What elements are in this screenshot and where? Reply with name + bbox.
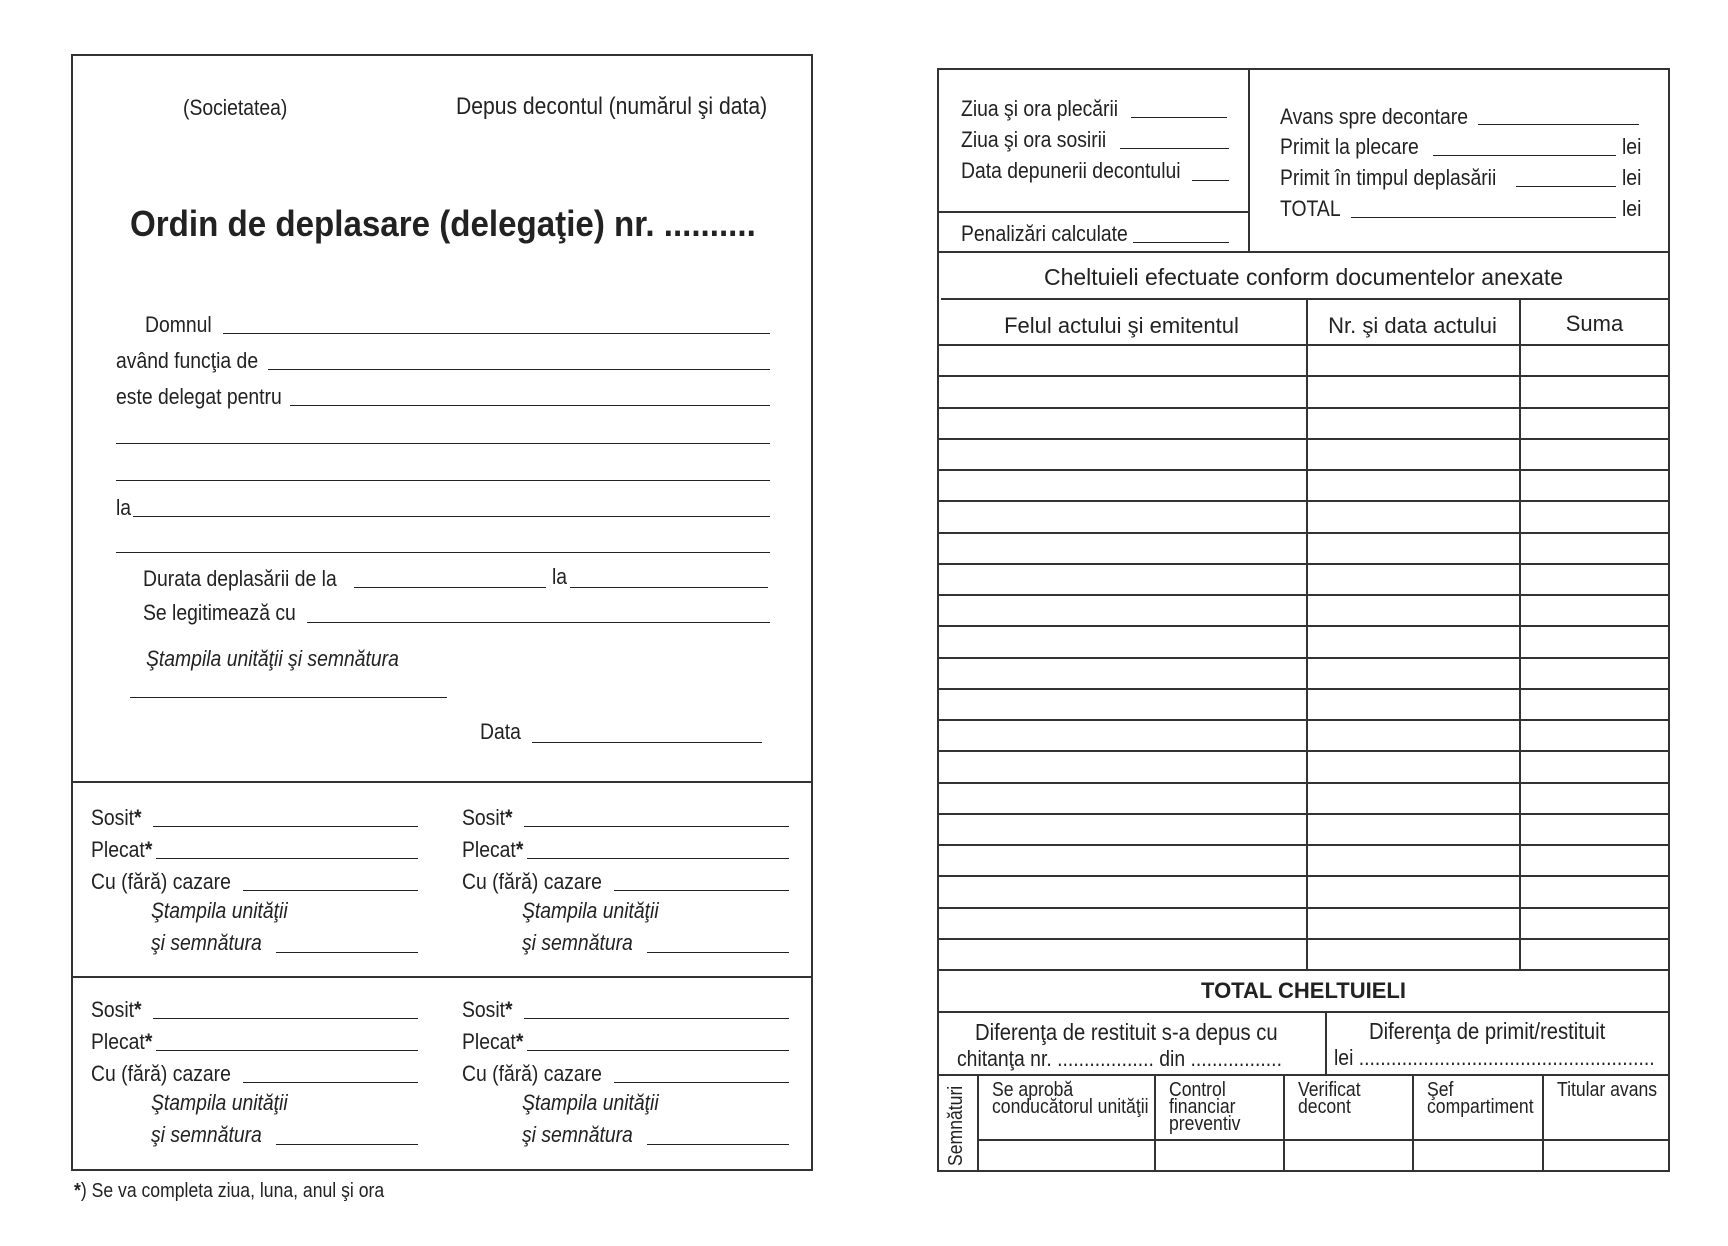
stamp-signature-label: şi semnătura — [522, 930, 633, 955]
section-divider — [937, 251, 1670, 253]
stamp-unit-label: Ştampila unităţii — [522, 1090, 659, 1115]
stamp-arrived-text: Sosit — [462, 805, 506, 830]
to-label: la — [116, 495, 132, 520]
required-star: * — [134, 805, 142, 830]
table-row[interactable] — [937, 688, 1670, 690]
difference-refund-line2: chitanţa nr. .................. din ................. — [957, 1046, 1282, 1071]
stamp-signature-field[interactable] — [276, 1144, 418, 1145]
table-row[interactable] — [937, 782, 1670, 784]
table-row[interactable] — [937, 407, 1670, 409]
duration-label: Durata deplasării de la — [143, 566, 337, 591]
stamp-arrived-text: Sosit — [462, 997, 506, 1022]
stamp-signature-label: şi semnătura — [522, 1122, 633, 1147]
stamp-left-field[interactable] — [527, 1050, 789, 1051]
required-star: * — [515, 1029, 524, 1054]
duration-to-field[interactable] — [570, 587, 768, 588]
arrival-label: Ziua şi ora sosirii — [961, 127, 1107, 152]
received-during-label: Primit în timpul deplasării — [1280, 165, 1497, 190]
received-departure-label: Primit la plecare — [1280, 134, 1419, 159]
difference-col-divider — [1325, 1011, 1327, 1074]
stamp-left-text: Plecat — [91, 837, 145, 862]
currency-label: lei — [1622, 165, 1642, 190]
table-row[interactable] — [937, 813, 1670, 815]
table-row[interactable] — [937, 719, 1670, 721]
stamp-left-text: Plecat — [91, 1029, 145, 1054]
date-label: Data — [480, 719, 521, 744]
delegated-for-label: este delegat pentru — [116, 384, 282, 409]
signature-col-label: Control financiar preventiv — [1169, 1079, 1241, 1135]
table-row[interactable] — [937, 532, 1670, 534]
position-field[interactable] — [268, 369, 770, 370]
stamp-accommodation-text: Cu (fără) cazare — [462, 1061, 602, 1086]
delegated-for-field-line[interactable] — [116, 443, 770, 444]
penalties-label: Penalizări calculate — [961, 221, 1128, 246]
table-row[interactable] — [937, 438, 1670, 440]
required-star: * — [515, 837, 524, 862]
signature-field[interactable] — [1542, 1140, 1670, 1170]
table-row[interactable] — [937, 594, 1670, 596]
penalties-field[interactable] — [1133, 242, 1229, 243]
page-title: Ordin de deplasare (delegaţie) nr. .......... — [130, 203, 756, 244]
difference-receive-label: Diferenţa de primit/restituit — [1369, 1018, 1606, 1044]
stamp-arrived-field[interactable] — [153, 826, 418, 827]
unit-stamp-label: Ştampila unităţii şi semnătura — [146, 646, 399, 671]
stamp-arrived-text: Sosit — [91, 805, 135, 830]
mr-label: Domnul — [145, 312, 212, 337]
stamp-arrived-field[interactable] — [524, 826, 789, 827]
submission-date-label: Data depunerii decontului — [961, 158, 1181, 183]
total-expenses-label: TOTAL CHELTUIELI — [1201, 978, 1406, 1003]
signature-field[interactable] — [1412, 1140, 1542, 1170]
footnote-star: * — [74, 1180, 81, 1202]
position-label: având funcţia de — [116, 348, 259, 373]
stamp-accommodation-field[interactable] — [243, 890, 418, 891]
table-row[interactable] — [937, 625, 1670, 627]
table-row[interactable] — [937, 844, 1670, 846]
currency-label: lei — [1622, 134, 1642, 159]
stamp-signature-field[interactable] — [647, 1144, 789, 1145]
table-row[interactable] — [937, 500, 1670, 502]
signature-field[interactable] — [1283, 1140, 1412, 1170]
difference-lei-line: lei ....................................................... — [1334, 1045, 1655, 1070]
arrival-field[interactable] — [1120, 148, 1229, 149]
stamp-arrived-label — [91, 999, 142, 1021]
stamp-accommodation-label — [91, 1063, 231, 1085]
required-star: * — [144, 837, 153, 862]
departure-field[interactable] — [1131, 117, 1227, 118]
stamp-left-field[interactable] — [156, 858, 418, 859]
table-row[interactable] — [937, 344, 1670, 346]
stamp-accommodation-field[interactable] — [243, 1082, 418, 1083]
signatures-fields-divider — [977, 1139, 1670, 1141]
table-col-divider — [1519, 298, 1521, 969]
column-header: Nr. şi data actului — [1328, 313, 1497, 338]
signature-col-label: Titular avans — [1557, 1079, 1658, 1101]
stamp-left-label — [462, 1031, 523, 1053]
submission-date-field[interactable] — [1192, 180, 1229, 181]
stamp-unit-label: Ştampila unităţii — [522, 898, 659, 923]
signature-col-label: Şef compartiment — [1427, 1079, 1534, 1118]
stamp-accommodation-text: Cu (fără) cazare — [91, 869, 231, 894]
top-section-divider — [1248, 68, 1250, 251]
stamp-signature-field[interactable] — [647, 952, 789, 953]
identified-field[interactable] — [307, 622, 770, 623]
stamp-arrived-label — [91, 807, 142, 829]
stamp-accommodation-label — [462, 1063, 602, 1085]
table-row[interactable] — [937, 938, 1670, 940]
stamp-left-label — [91, 1031, 152, 1053]
difference-divider — [937, 1011, 1670, 1013]
table-row[interactable] — [937, 875, 1670, 877]
table-row[interactable] — [937, 469, 1670, 471]
duration-from-field[interactable] — [354, 587, 546, 588]
delegated-for-field[interactable] — [290, 405, 770, 406]
signature-col-label: Se aprobă conducătorul unităţii — [992, 1079, 1149, 1118]
stamp-arrived-field[interactable] — [153, 1018, 418, 1019]
total-field[interactable] — [1351, 217, 1616, 218]
advance-field[interactable] — [1478, 124, 1639, 125]
footnote — [74, 1181, 384, 1201]
column-header: Suma — [1565, 311, 1624, 336]
table-row[interactable] — [937, 563, 1670, 565]
stamp-arrived-label — [462, 999, 513, 1021]
stamp-left-label — [91, 839, 152, 861]
duration-to-label: la — [552, 564, 568, 589]
column-header: Felul actului şi emitentul — [1004, 313, 1239, 338]
company-label: (Societatea) — [183, 95, 288, 120]
table-row[interactable] — [937, 657, 1670, 659]
date-field[interactable] — [532, 742, 762, 743]
form-divider — [71, 781, 813, 783]
received-during-field[interactable] — [1516, 186, 1616, 187]
departure-label: Ziua şi ora plecării — [961, 96, 1119, 121]
advance-label: Avans spre decontare — [1280, 104, 1468, 129]
table-bottom — [937, 969, 1670, 971]
stamp-signature-field[interactable] — [130, 697, 447, 698]
stamp-left-label — [462, 839, 523, 861]
stamp-unit-label: Ştampila unităţii — [151, 898, 288, 923]
destination-field-line[interactable] — [116, 552, 770, 553]
table-row[interactable] — [937, 907, 1670, 909]
required-star: * — [505, 805, 513, 830]
required-star: * — [144, 1029, 153, 1054]
stamp-unit-label: Ştampila unităţii — [151, 1090, 288, 1115]
form-divider — [71, 976, 813, 978]
stamp-signature-label: şi semnătura — [151, 930, 262, 955]
required-star: * — [505, 997, 513, 1022]
stamp-signature-label: şi semnătura — [151, 1122, 262, 1147]
signature-field[interactable] — [977, 1140, 1154, 1170]
identified-label: Se legitimează cu — [143, 600, 296, 625]
expenses-title: Cheltuieli efectuate conform documentelor anexate — [1043, 264, 1564, 290]
stamp-arrived-text: Sosit — [91, 997, 135, 1022]
report-submitted-label: Depus decontul (numărul şi data) — [456, 93, 768, 120]
stamp-accommodation-label — [91, 871, 231, 893]
received-departure-field[interactable] — [1433, 155, 1616, 156]
destination-field[interactable] — [133, 516, 770, 517]
stamp-accommodation-text: Cu (fără) cazare — [462, 869, 602, 894]
penalties-divider — [937, 211, 1248, 213]
stamp-accommodation-field[interactable] — [614, 890, 789, 891]
footnote-text: ) Se va completa ziua, luna, anul şi ora — [80, 1180, 385, 1202]
stamp-left-text: Plecat — [462, 837, 516, 862]
signature-col-label: Verificat decont — [1298, 1079, 1361, 1118]
signatures-label: Semnături — [945, 1085, 967, 1166]
stamp-left-field[interactable] — [156, 1050, 418, 1051]
table-row[interactable] — [937, 375, 1670, 377]
table-col-divider — [1306, 298, 1308, 969]
difference-refund-line1: Diferenţa de restituit s-a depus cu — [975, 1019, 1278, 1045]
stamp-left-field[interactable] — [527, 858, 789, 859]
delegated-for-field-line[interactable] — [116, 480, 770, 481]
stamp-accommodation-field[interactable] — [614, 1082, 789, 1083]
table-row[interactable] — [937, 750, 1670, 752]
mr-field[interactable] — [223, 333, 770, 334]
stamp-accommodation-text: Cu (fără) cazare — [91, 1061, 231, 1086]
total-label: TOTAL — [1280, 196, 1341, 221]
signature-field[interactable] — [1154, 1140, 1283, 1170]
stamp-accommodation-label — [462, 871, 602, 893]
stamp-arrived-field[interactable] — [524, 1018, 789, 1019]
required-star: * — [134, 997, 142, 1022]
signatures-divider — [937, 1074, 1670, 1076]
stamp-signature-field[interactable] — [276, 952, 418, 953]
currency-label: lei — [1622, 196, 1642, 221]
stamp-arrived-label — [462, 807, 513, 829]
stamp-left-text: Plecat — [462, 1029, 516, 1054]
